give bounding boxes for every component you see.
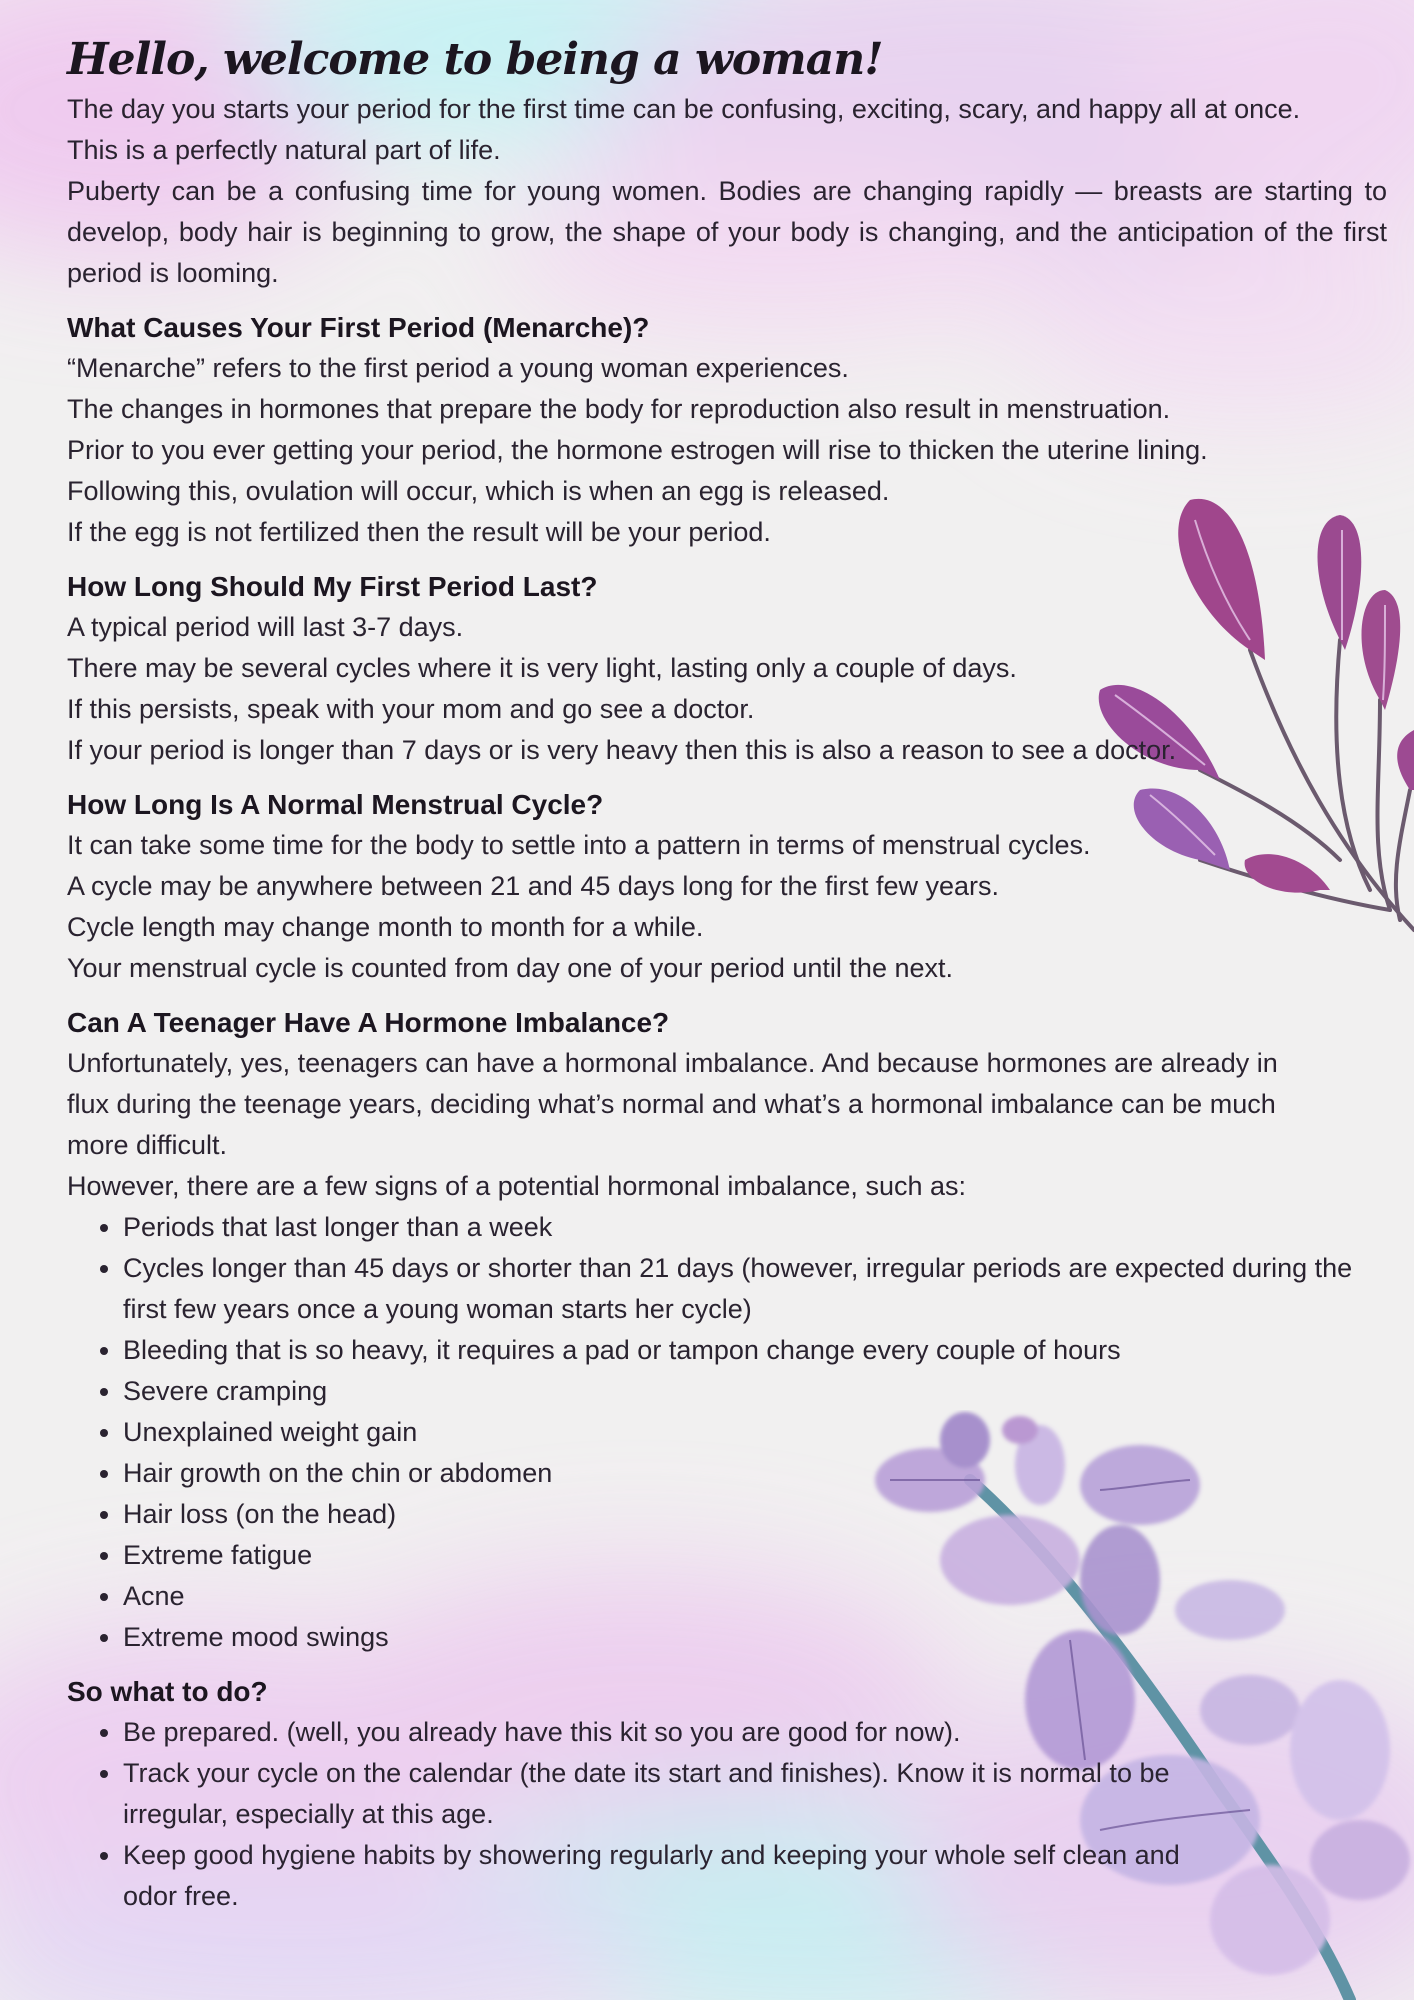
- section-line: If your period is longer than 7 days or is very heavy then this is also a reason to see a doctor.: [67, 735, 1177, 765]
- list-item: • Periods that last longer than a week: [123, 1207, 1363, 1248]
- intro-paragraph: The day you starts your period for the first time can be confusing, exciting, scary, and happy all at once.: [67, 94, 1301, 124]
- section-line: Following this, ovulation will occur, which is when an egg is released.: [67, 476, 890, 506]
- list-item: • Bleeding that is so heavy, it requires a pad or tampon change every couple of hours: [123, 1330, 1363, 1371]
- section-line: “Menarche” refers to the first period a young woman experiences.: [67, 353, 849, 383]
- list-item: • Hair loss (on the head): [123, 1494, 1363, 1535]
- section-line: If this persists, speak with your mom and go see a doctor.: [67, 694, 755, 724]
- list-item: • Be prepared. (well, you already have this kit so you are good for now).: [123, 1712, 1183, 1753]
- list-item: • Severe cramping: [123, 1371, 1363, 1412]
- section-heading: How Long Is A Normal Menstrual Cycle?: [67, 789, 604, 820]
- section-line: Prior to you ever getting your period, the hormone estrogen will rise to thicken the uterine lining.: [67, 435, 1208, 465]
- section-what-to-do: [67, 1672, 1387, 1917]
- page-title: Hello, welcome to being a woman!: [67, 34, 883, 85]
- section-line: However, there are a few signs of a potential hormonal imbalance, such as:: [67, 1171, 966, 1201]
- imbalance-signs-list: [67, 1207, 1363, 1658]
- section-line: Cycle length may change month to month for a while.: [67, 912, 704, 942]
- list-item: • Extreme mood swings: [123, 1617, 1363, 1658]
- intro-paragraph: This is a perfectly natural part of life.: [67, 135, 501, 165]
- section-line: Unfortunately, yes, teenagers can have a hormonal imbalance. And because hormones are already in flux during the teenage years, deciding what’s normal and what’s a hormonal imbalance can be much more difficult.: [67, 1048, 1278, 1160]
- section-line: Your menstrual cycle is counted from day one of your period until the next.: [67, 953, 953, 983]
- section-line: It can take some time for the body to settle into a pattern in terms of menstrual cycles.: [67, 830, 1091, 860]
- section-hormone-imbalance: [67, 1003, 1387, 1658]
- list-item: • Hair growth on the chin or abdomen: [123, 1453, 1363, 1494]
- section-line: A cycle may be anywhere between 21 and 45 days long for the first few years.: [67, 871, 1000, 901]
- list-item: • Track your cycle on the calendar (the date its start and finishes). Know it is normal to be irregular, especially at this age.: [123, 1753, 1183, 1835]
- section-line: If the egg is not fertilized then the result will be your period.: [67, 517, 771, 547]
- section-heading: So what to do?: [67, 1676, 268, 1707]
- list-item: • Unexplained weight gain: [123, 1412, 1363, 1453]
- section-heading: Can A Teenager Have A Hormone Imbalance?: [67, 1007, 670, 1038]
- section-line: A typical period will last 3-7 days.: [67, 612, 464, 642]
- document-body: [67, 34, 1387, 1917]
- list-item: • Keep good hygiene habits by showering regularly and keeping your whole self clean and odor free.: [123, 1835, 1183, 1917]
- list-item: • Extreme fatigue: [123, 1535, 1363, 1576]
- section-first-period-length: [67, 567, 1387, 771]
- section-line: The changes in hormones that prepare the body for reproduction also result in menstruation.: [67, 394, 1171, 424]
- section-heading: How Long Should My First Period Last?: [67, 571, 598, 602]
- section-line: There may be several cycles where it is very light, lasting only a couple of days.: [67, 653, 1017, 683]
- section-cycle-length: [67, 785, 1387, 989]
- section-menarche: [67, 308, 1387, 553]
- list-item: • Cycles longer than 45 days or shorter than 21 days (however, irregular periods are expected during the first few years once a young woman starts her cycle): [123, 1248, 1363, 1330]
- intro-paragraph: Puberty can be a confusing time for young women. Bodies are changing rapidly — breasts are starting to develop, body hair is beginning to grow, the shape of your body is changing, and the anticipation of the first period is looming.: [67, 176, 1387, 288]
- section-heading: What Causes Your First Period (Menarche)?: [67, 312, 650, 343]
- list-item: • Acne: [123, 1576, 1363, 1617]
- intro-section: [67, 89, 1387, 294]
- what-to-do-list: [67, 1712, 1183, 1917]
